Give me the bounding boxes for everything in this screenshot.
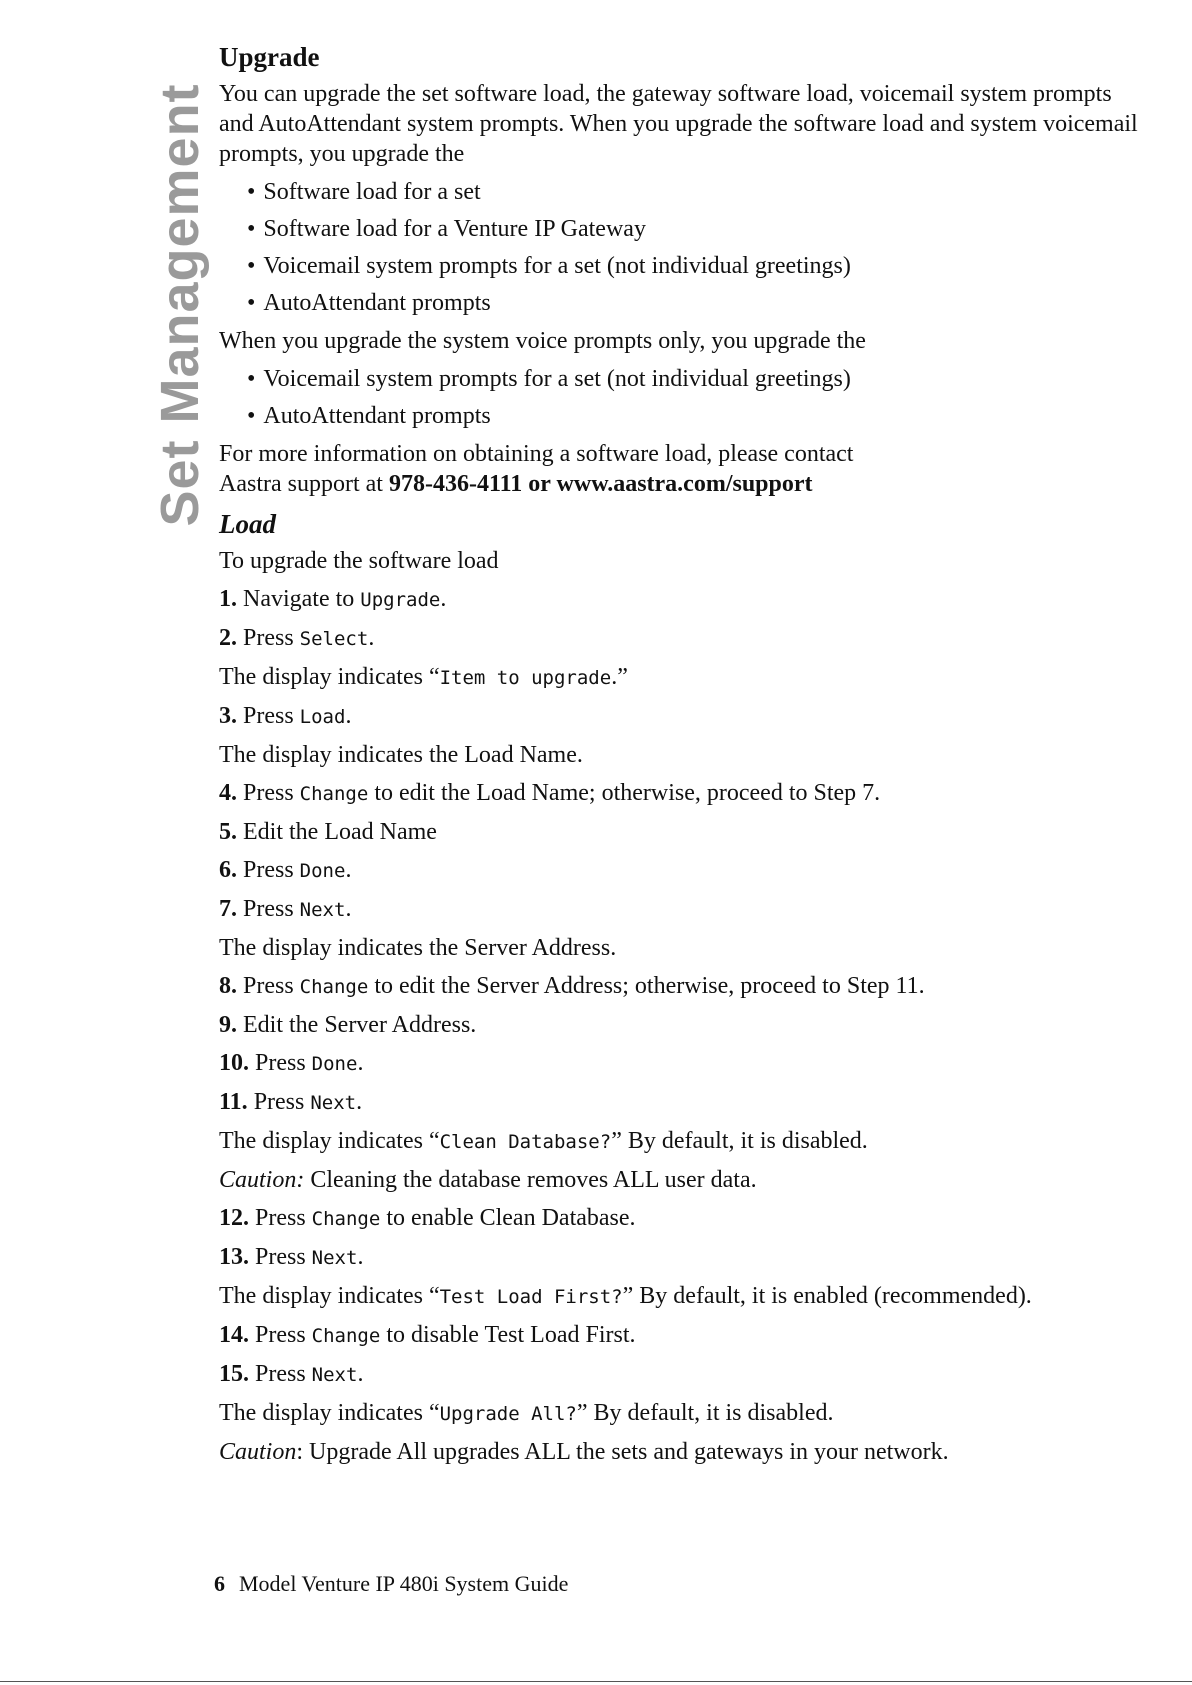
step-1 — [219, 584, 1139, 615]
note-text: ” By default, it is enabled (recommended). — [622, 1283, 1032, 1309]
display-key: Upgrade All? — [439, 1403, 577, 1425]
step-text: Press — [237, 973, 300, 999]
display-note-6 — [219, 1398, 1139, 1429]
page-footer — [214, 1571, 568, 1597]
guide-title: Model Venture IP 480i System Guide — [239, 1571, 569, 1596]
step-text: Navigate to — [237, 586, 361, 612]
voice-list — [247, 364, 1139, 431]
page-content — [219, 42, 1139, 1475]
display-key: Clean Database? — [439, 1131, 612, 1153]
step-number: 14. — [219, 1322, 249, 1348]
step-number: 9. — [219, 1012, 237, 1038]
note-text: ” By default, it is disabled. — [611, 1128, 868, 1154]
display-note-5 — [219, 1281, 1139, 1312]
support-contact: 978-436-4111 or www.aastra.com/support — [388, 471, 813, 497]
display-note-4 — [219, 1126, 1139, 1157]
step-13 — [219, 1242, 1139, 1273]
step-text: . — [345, 703, 352, 729]
step-text: Edit the Load Name — [237, 819, 437, 845]
step-8 — [219, 971, 1139, 1002]
step-text: . — [356, 1089, 363, 1115]
step-text: Press — [249, 1322, 312, 1348]
more-info-line1: For more information on obtaining a software load, please contact — [219, 441, 854, 467]
step-text: . — [440, 586, 447, 612]
step-number: 5. — [219, 819, 237, 845]
page-number: 6 — [214, 1571, 225, 1596]
voice-only-paragraph: When you upgrade the system voice prompts only, you upgrade the — [219, 328, 866, 354]
display-key: Change — [311, 1325, 381, 1347]
step-15 — [219, 1359, 1139, 1390]
note-text: The display indicates “ — [219, 1400, 440, 1426]
side-tab-label: Set Management — [150, 83, 210, 527]
display-key: Next — [310, 1092, 357, 1114]
side-tab — [140, 50, 220, 560]
step-text: to disable Test Load First. — [380, 1322, 636, 1348]
step-text: Press — [249, 1050, 312, 1076]
step-text: to edit the Server Address; otherwise, proceed to Step 11. — [368, 973, 925, 999]
step-14 — [219, 1320, 1139, 1351]
display-note-1 — [219, 662, 1139, 693]
intro-paragraph: You can upgrade the set software load, the gateway software load, voicemail system prompts and AutoAttendant system prompts. When you upgrade the software load and system voicemail prompts, you upgrade the — [219, 81, 1138, 167]
step-text: . — [357, 1244, 364, 1270]
step-text: Press — [247, 1089, 311, 1115]
step-text: Press — [237, 625, 300, 651]
display-key: Next — [299, 899, 346, 921]
step-text: Press — [237, 896, 300, 922]
step-number: 11. — [219, 1089, 248, 1115]
list-item: • AutoAttendant prompts — [247, 401, 1139, 431]
display-key: Upgrade — [360, 589, 441, 611]
note-text: The display indicates “ — [219, 1283, 440, 1309]
note-text: The display indicates “ — [219, 664, 440, 690]
display-key: Next — [311, 1364, 358, 1386]
step-number: 12. — [219, 1205, 249, 1231]
step-number: 4. — [219, 780, 237, 806]
heading-upgrade: Upgrade — [219, 42, 320, 72]
display-key: Select — [299, 628, 369, 650]
step-text: . — [357, 1361, 364, 1387]
display-key: Item to upgrade — [439, 667, 612, 689]
step-11 — [219, 1087, 1139, 1118]
upgrade-list — [247, 177, 1139, 318]
step-text: Edit the Server Address. — [237, 1012, 477, 1038]
step-text: Press — [249, 1244, 312, 1270]
list-item: • Software load for a Venture IP Gateway — [247, 214, 1139, 244]
step-number: 1. — [219, 586, 237, 612]
step-12 — [219, 1203, 1139, 1234]
step-number: 7. — [219, 896, 237, 922]
list-item: • Software load for a set — [247, 177, 1139, 207]
step-text: Press — [249, 1361, 312, 1387]
step-text: Press — [237, 780, 300, 806]
to-upgrade-text: To upgrade the software load — [219, 548, 499, 574]
bottom-rule — [0, 1681, 1192, 1682]
step-text: . — [368, 625, 375, 651]
caution-text: : Upgrade All upgrades ALL the sets and gateways in your network. — [296, 1439, 949, 1465]
more-info-line2 — [219, 469, 1139, 499]
display-key: Test Load First? — [439, 1286, 623, 1308]
list-item: • Voicemail system prompts for a set (not individual greetings) — [247, 364, 1139, 394]
caution-text: Cleaning the database removes ALL user data. — [304, 1167, 757, 1193]
step-number: 10. — [219, 1050, 249, 1076]
heading-load: Load — [219, 509, 276, 539]
step-5 — [219, 817, 1139, 847]
step-9 — [219, 1010, 1139, 1040]
step-number: 3. — [219, 703, 237, 729]
step-6 — [219, 855, 1139, 886]
step-3 — [219, 701, 1139, 732]
step-text: to enable Clean Database. — [380, 1205, 636, 1231]
step-text: Press — [249, 1205, 312, 1231]
caution-label: Caution — [219, 1439, 297, 1465]
display-key: Change — [299, 976, 369, 998]
list-item: • AutoAttendant prompts — [247, 288, 1139, 318]
step-text: Press — [237, 857, 300, 883]
step-text: Press — [237, 703, 300, 729]
note-text: The display indicates “ — [219, 1128, 440, 1154]
caution-2 — [219, 1437, 1139, 1467]
caution-1 — [219, 1165, 1139, 1195]
step-text: to edit the Load Name; otherwise, proceed to Step 7. — [368, 780, 881, 806]
step-text: . — [345, 896, 352, 922]
step-text: . — [345, 857, 352, 883]
display-key: Done — [299, 860, 346, 882]
note-text: .” — [611, 664, 628, 690]
step-4 — [219, 778, 1139, 809]
step-number: 13. — [219, 1244, 249, 1270]
step-text: . — [357, 1050, 364, 1076]
step-number: 15. — [219, 1361, 249, 1387]
step-number: 8. — [219, 973, 237, 999]
display-key: Done — [311, 1053, 358, 1075]
step-number: 2. — [219, 625, 237, 651]
note-text: ” By default, it is disabled. — [576, 1400, 834, 1426]
step-number: 6. — [219, 857, 237, 883]
step-10 — [219, 1048, 1139, 1079]
step-7 — [219, 894, 1139, 925]
list-item: • Voicemail system prompts for a set (not individual greetings) — [247, 251, 1139, 281]
display-note-2: The display indicates the Load Name. — [219, 742, 583, 768]
display-key: Next — [311, 1247, 358, 1269]
more-info-text: Aastra support at — [219, 471, 389, 497]
caution-label: Caution: — [219, 1167, 305, 1193]
display-key: Change — [299, 783, 369, 805]
display-key: Change — [311, 1208, 381, 1230]
step-2 — [219, 623, 1139, 654]
display-key: Load — [299, 706, 346, 728]
display-note-3: The display indicates the Server Address. — [219, 935, 617, 961]
